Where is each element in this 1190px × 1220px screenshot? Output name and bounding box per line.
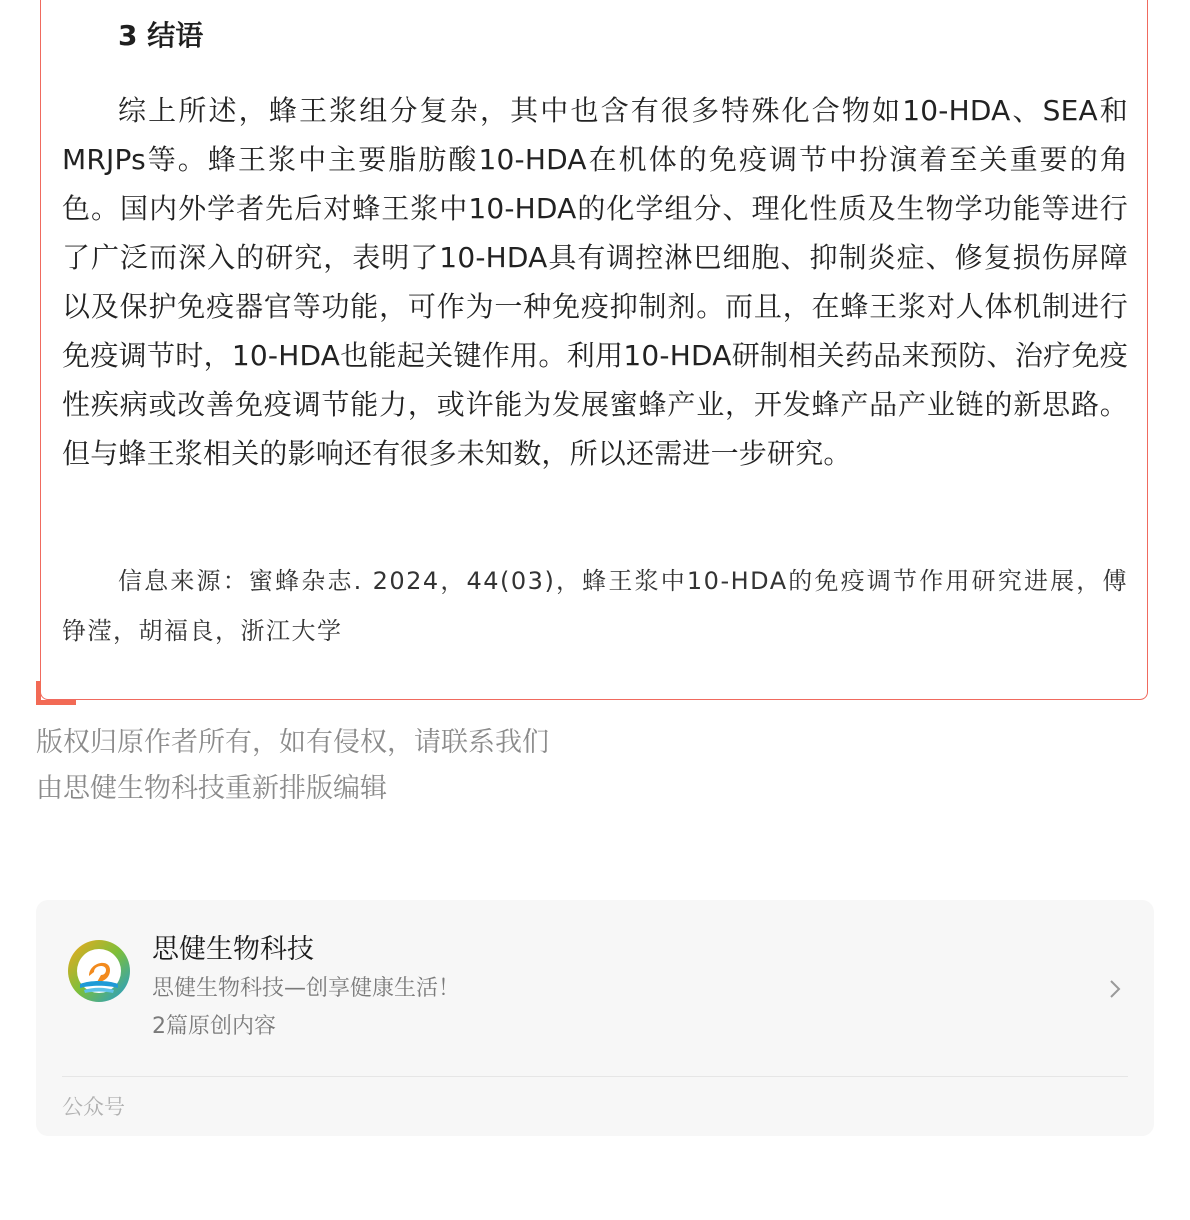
original-article-count: 2篇原创内容 — [152, 1014, 276, 1039]
conclusion-paragraph: 综上所述，蜂王浆组分复杂，其中也含有很多特殊化合物如10-HDA、SEA和MRJPs等。蜂王浆中主要脂肪酸10-HDA在机体的免疫调节中扮演着至关重要的角色。国内外学者先后对蜂王浆中10-HDA的化学组分、理化性质及生物学功能等进行了广泛而深入的研究，表明了10-HDA具有调控淋巴细胞、抑制炎症、修复损伤屏障以及保护免疫器官等功能，可作为一种免疫抑制剂。而且，在蜂王浆对人体机制进行免疫调节时，10-HDA也能起关键作用。利用10-HDA研制相关药品来预防、治疗免疫性疾病或改善免疫调节能力，或许能为发展蜜蜂产业，开发蜂产品产业链的新思路。但与蜂王浆相关的影响还有很多未知数，所以还需进一步研究。 — [62, 94, 1128, 470]
source-citation: 信息来源：蜜蜂杂志. 2024，44(03)，蜂王浆中10-HDA的免疫调节作用研究进展，傅铮滢，胡福良，浙江大学 — [62, 567, 1128, 645]
account-slogan: 思健生物科技—创享健康生活！ — [152, 976, 461, 1001]
account-name: 思健生物科技 — [152, 934, 314, 965]
corner-accent-decoration — [36, 681, 76, 705]
section-heading: 3 结语 — [118, 19, 204, 52]
chevron-right-icon[interactable] — [1104, 978, 1126, 1000]
official-account-card[interactable] — [36, 900, 1154, 1136]
sijian-logo-icon — [66, 938, 132, 1004]
copyright-notice — [36, 720, 549, 812]
card-divider — [62, 1076, 1128, 1077]
copyright-line: 版权归原作者所有，如有侵权，请联系我们 — [36, 727, 549, 758]
editor-credit-line: 由思健生物科技重新排版编辑 — [36, 773, 387, 804]
account-type-label: 公众号 — [62, 1095, 125, 1119]
